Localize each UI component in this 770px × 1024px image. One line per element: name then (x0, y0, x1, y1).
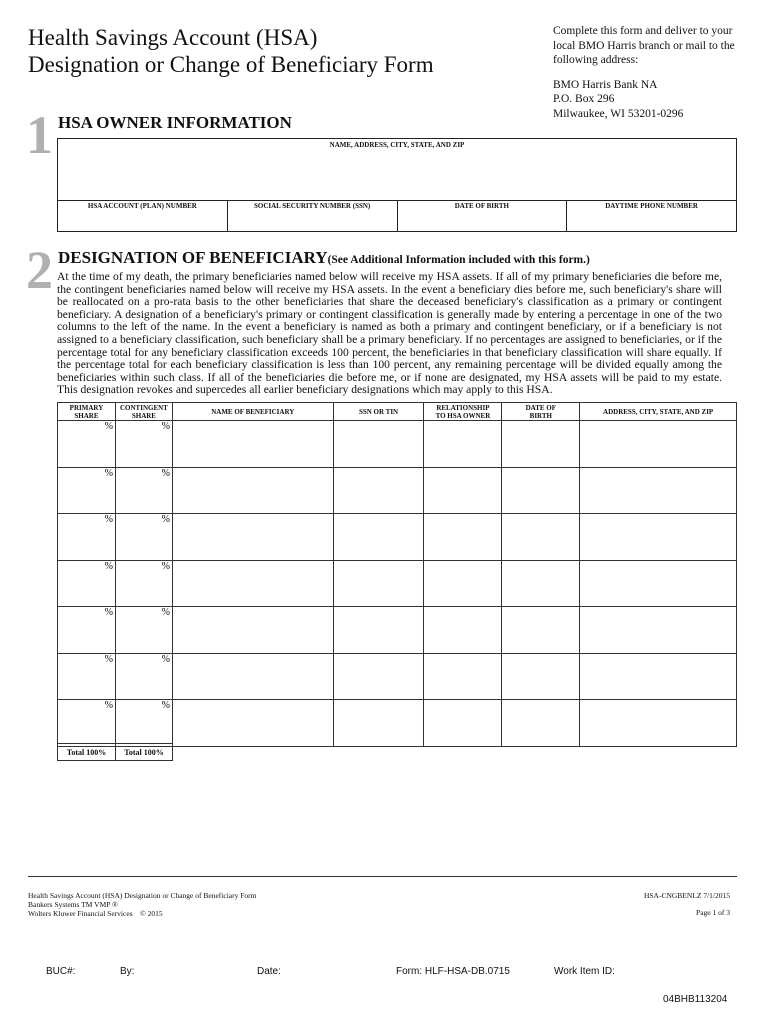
contingent-share-input[interactable] (115, 607, 172, 654)
header-relationship: RELATIONSHIP TO HSA OWNER (424, 403, 502, 421)
percent-sign: % (104, 467, 113, 479)
beneficiary-dob-input[interactable] (502, 653, 580, 700)
beneficiary-name-input[interactable] (172, 700, 333, 747)
owner-info-table (57, 138, 737, 232)
form-title-line1: Health Savings Account (HSA) (28, 25, 318, 50)
relationship-input[interactable] (424, 421, 502, 468)
percent-sign: % (161, 607, 170, 618)
primary-share-input[interactable] (58, 607, 116, 654)
section-heading-owner: HSA OWNER INFORMATION (58, 113, 292, 132)
footer-copyright: Wolters Kluwer Financial Services © 2015 (28, 909, 163, 918)
footer-form-code: HSA-CNGBENLZ 7/1/2015 (643, 891, 730, 900)
contingent-share-input[interactable] (115, 467, 172, 514)
ssn-tin-input[interactable] (333, 467, 424, 514)
owner-name-address-label: NAME, ADDRESS, CITY, STATE, AND ZIP (329, 141, 465, 149)
beneficiary-name-input[interactable] (172, 467, 333, 514)
beneficiary-name-input[interactable] (172, 560, 333, 607)
footer-right (560, 891, 730, 917)
beneficiary-address-input[interactable] (580, 607, 737, 654)
beneficiary-address-input[interactable] (580, 421, 737, 468)
section-number-1: 1 (26, 105, 53, 165)
beneficiary-table-header (58, 403, 737, 421)
beneficiary-row (58, 560, 737, 607)
beneficiary-paragraph: At the time of my death, the primary beneficiaries named below will receive my HSA assets. If all of my primary beneficiaries die before me, the contingent beneficiaries named below will receive my HSA assets. In the event a beneficiary dies before me, such beneficiary's share will be reallocated on a pro-rata basis to the other beneficiaries that share the deceased beneficiary's classification as a primary or contingent beneficiary. A designation of a beneficiary's primary or contingent classification is generally made by entering a percentage in one of the two columns to the left of the name. In the event a beneficiary is named as both a primary and contingent beneficiary, or if a beneficiary is not assigned to a beneficiary classification, such beneficiary shall be a primary beneficiary. If no percentages are assigned to beneficiaries, or if the percentage total for any beneficiary classification exceeds 100 percent, the beneficiaries in that beneficiary classification will share equally. If the percentage total for each beneficiary classification is less than 100 percent, any remaining percentage will be divided equally among the beneficiaries within such class. If all of the beneficiaries die before me, or if none are designated, my HSA assets will be paid to my estate. This designation revokes and supercedes all earlier beneficiary designations which may apply to this HSA. (57, 270, 722, 397)
relationship-input[interactable] (424, 514, 502, 561)
section-heading-beneficiary-wrap (58, 248, 590, 268)
percent-sign: % (104, 607, 113, 618)
percent-sign: % (104, 560, 113, 572)
primary-share-input[interactable] (58, 700, 116, 747)
mailing-instructions (553, 24, 753, 121)
section-number-2: 2 (26, 240, 53, 300)
daytime-phone-field[interactable] (567, 201, 737, 232)
instruction-line: Complete this form and deliver to your (553, 25, 733, 37)
date-label: Date: (257, 966, 281, 977)
daytime-phone-label: DAYTIME PHONE NUMBER (605, 202, 698, 210)
beneficiary-name-input[interactable] (172, 514, 333, 561)
hsa-account-number-label: HSA ACCOUNT (PLAN) NUMBER (87, 202, 197, 210)
header-name-of-beneficiary: NAME OF BENEFICIARY (172, 403, 333, 421)
by-label: By: (120, 966, 135, 977)
total-primary: Total 100% (58, 744, 116, 761)
beneficiary-dob-input[interactable] (502, 700, 580, 747)
header-ssn-or-tin: SSN OR TIN (333, 403, 424, 421)
percent-sign: % (161, 700, 170, 711)
relationship-input[interactable] (424, 700, 502, 747)
percent-sign: % (161, 467, 170, 479)
beneficiary-address-input[interactable] (580, 653, 737, 700)
beneficiary-address-input[interactable] (580, 700, 737, 747)
primary-share-input[interactable] (58, 514, 116, 561)
relationship-input[interactable] (424, 653, 502, 700)
ssn-label: SOCIAL SECURITY NUMBER (SSN) (254, 202, 371, 210)
footer-left (28, 891, 257, 918)
barcode-text: 04BHB113204 (663, 994, 728, 1005)
ssn-field[interactable] (227, 201, 397, 232)
total-contingent: Total 100% (116, 744, 173, 761)
date-of-birth-label: DATE OF BIRTH (454, 202, 509, 210)
primary-share-input[interactable] (58, 421, 116, 468)
beneficiary-dob-input[interactable] (502, 514, 580, 561)
percent-sign: % (161, 421, 170, 432)
relationship-input[interactable] (424, 560, 502, 607)
beneficiary-dob-input[interactable] (502, 560, 580, 607)
beneficiary-dob-input[interactable] (502, 607, 580, 654)
totals-row (57, 743, 173, 761)
header-primary-share: PRIMARY SHARE (58, 403, 116, 421)
form-code-label: Form: HLF-HSA-DB.0715 (396, 966, 510, 977)
percent-sign: % (104, 653, 113, 665)
beneficiary-row (58, 514, 737, 561)
beneficiary-address-input[interactable] (580, 514, 737, 561)
instruction-line: local BMO Harris branch or mail to the (553, 39, 735, 52)
beneficiary-row (58, 467, 737, 514)
address-line: P.O. Box 296 (553, 93, 615, 105)
primary-share-input[interactable] (58, 653, 116, 700)
ssn-tin-input[interactable] (333, 560, 424, 607)
header-address: ADDRESS, CITY, STATE, AND ZIP (580, 403, 737, 421)
footer-page-number: Page 1 of 3 (696, 908, 730, 917)
contingent-share-input[interactable] (115, 653, 172, 700)
owner-name-address-field[interactable] (58, 139, 737, 201)
ssn-tin-input[interactable] (333, 653, 424, 700)
contingent-share-input[interactable] (115, 514, 172, 561)
beneficiary-name-input[interactable] (172, 607, 333, 654)
beneficiary-name-input[interactable] (172, 421, 333, 468)
address-line: BMO Harris Bank NA (553, 78, 658, 91)
header-date-of-birth: DATE OF BIRTH (502, 403, 580, 421)
beneficiary-row (58, 421, 737, 468)
primary-share-input[interactable] (58, 560, 116, 607)
footer-divider (28, 876, 737, 877)
contingent-share-input[interactable] (115, 560, 172, 607)
ssn-tin-input[interactable] (333, 514, 424, 561)
form-title (28, 24, 434, 78)
percent-sign: % (104, 700, 113, 711)
date-of-birth-field[interactable] (397, 201, 567, 232)
relationship-input[interactable] (424, 607, 502, 654)
instruction-line: following address: (553, 54, 639, 66)
footer-form-name: Health Savings Account (HSA) Designation or Change of Beneficiary Form (28, 891, 257, 900)
buc-label: BUC#: (46, 966, 76, 977)
primary-share-input[interactable] (58, 467, 116, 514)
hsa-account-number-field[interactable] (58, 201, 228, 232)
percent-sign: % (161, 653, 170, 665)
footer-publisher: Bankers Systems TM VMP ® (28, 900, 118, 909)
contingent-share-input[interactable] (115, 421, 172, 468)
section-subheading: (See Additional Information included with this form.) (327, 254, 590, 266)
contingent-share-input[interactable] (115, 700, 172, 747)
percent-sign: % (104, 421, 113, 432)
percent-sign: % (161, 514, 170, 525)
beneficiary-row (58, 700, 737, 747)
beneficiary-address-input[interactable] (580, 560, 737, 607)
ssn-tin-input[interactable] (333, 607, 424, 654)
beneficiary-row (58, 653, 737, 700)
address-line: Milwaukee, WI 53201-0296 (553, 107, 684, 120)
beneficiary-name-input[interactable] (172, 653, 333, 700)
form-title-line2: Designation or Change of Beneficiary Form (28, 52, 434, 77)
relationship-input[interactable] (424, 467, 502, 514)
percent-sign: % (161, 560, 170, 572)
header-contingent-share: CONTINGENT SHARE (115, 403, 172, 421)
beneficiary-address-input[interactable] (580, 467, 737, 514)
ssn-tin-input[interactable] (333, 700, 424, 747)
ssn-tin-input[interactable] (333, 421, 424, 468)
work-item-label: Work Item ID: (554, 966, 615, 977)
beneficiary-dob-input[interactable] (502, 421, 580, 468)
beneficiary-table (57, 402, 737, 747)
percent-sign: % (104, 514, 113, 525)
beneficiary-dob-input[interactable] (502, 467, 580, 514)
section-heading-beneficiary: DESIGNATION OF BENEFICIARY (58, 248, 328, 267)
beneficiary-row (58, 607, 737, 654)
